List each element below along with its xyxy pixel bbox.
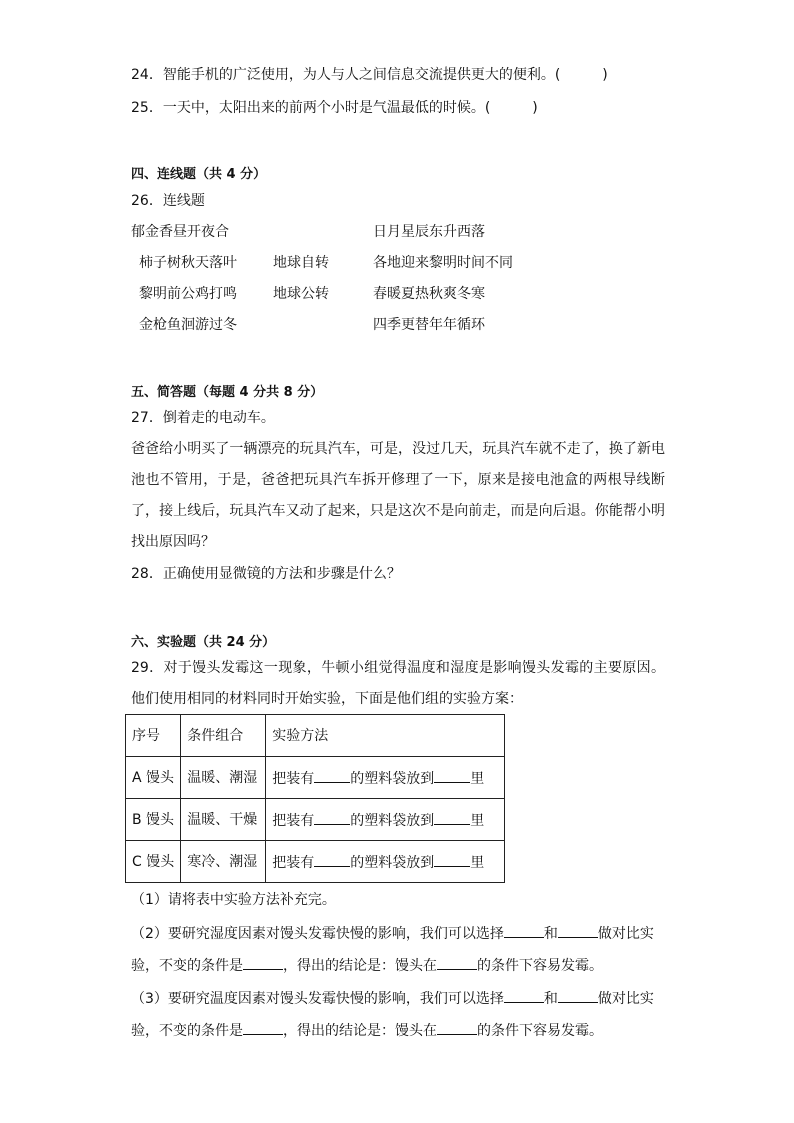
sub-question-3-line-1: （3）要研究温度因素对馒头发霉快慢的影响，我们可以选择 和 做对比实	[131, 991, 654, 1007]
question-24: 24．智能手机的广泛使用，为人与人之间信息交流提供更大的便利。( )	[131, 67, 608, 83]
fill-blank[interactable]	[243, 957, 283, 970]
fill-blank[interactable]	[504, 925, 544, 938]
table-cell-method: 把装有 的塑料袋放到 里	[266, 841, 505, 883]
fill-blank[interactable]	[558, 990, 598, 1003]
table-row	[126, 799, 505, 841]
match-right-1: 日月星辰东升西落	[373, 224, 485, 240]
fill-blank[interactable]	[558, 925, 598, 938]
question-26: 26．连线题	[131, 193, 205, 209]
table-header-cell: 条件组合	[181, 715, 266, 757]
fill-blank[interactable]	[314, 812, 350, 825]
match-left-1: 郁金香昼开夜合	[131, 224, 229, 240]
table-header-cell: 序号	[126, 715, 181, 757]
table-cell-method: 把装有 的塑料袋放到 里	[266, 799, 505, 841]
match-middle-2: 地球公转	[273, 286, 329, 302]
question-28: 28．正确使用显微镜的方法和步骤是什么？	[131, 566, 401, 582]
match-middle-1: 地球自转	[273, 255, 329, 271]
match-right-2: 各地迎来黎明时间不同	[373, 255, 513, 271]
experiment-table	[125, 714, 505, 883]
fill-blank[interactable]	[434, 770, 470, 783]
question-27-body: 爸爸给小明买了一辆漂亮的玩具汽车，可是，没过几天，玩具汽车就不走了，换了新电池也不管用，于是，爸爸把玩具汽车拆开修理了一下，原来是接电池盒的两根导线断了，接上线后，玩具汽车又动了起来，只是这次不是向前走，而是向后退。你能帮小明找出原因吗？	[131, 441, 665, 550]
table-cell-condition: 寒冷、潮湿	[181, 841, 266, 883]
section-6-title: 六、实验题（共 24 分）	[131, 635, 276, 650]
match-left-2: 柿子树秋天落叶	[139, 255, 237, 271]
fill-blank[interactable]	[437, 1022, 477, 1035]
fill-blank[interactable]	[243, 1022, 283, 1035]
section-4-title: 四、连线题（共 4 分）	[131, 167, 267, 182]
fill-blank[interactable]	[504, 990, 544, 1003]
sub-question-2-line-2: 验，不变的条件是 ，得出的结论是：馒头在 的条件下容易发霉。	[131, 958, 603, 974]
question-25: 25．一天中，太阳出来的前两个小时是气温最低的时候。( )	[131, 100, 538, 116]
table-cell-method: 把装有 的塑料袋放到 里	[266, 757, 505, 799]
sub-question-3-line-2: 验，不变的条件是 ，得出的结论是：馒头在 的条件下容易发霉。	[131, 1023, 603, 1039]
table-cell-id: A 馒头	[126, 757, 181, 799]
section-5-title: 五、简答题（每题 4 分共 8 分）	[131, 385, 324, 400]
table-header-cell: 实验方法	[266, 715, 505, 757]
table-cell-id: C 馒头	[126, 841, 181, 883]
table-cell-condition: 温暖、潮湿	[181, 757, 266, 799]
fill-blank[interactable]	[314, 770, 350, 783]
table-cell-id: B 馒头	[126, 799, 181, 841]
match-right-4: 四季更替年年循环	[373, 317, 485, 333]
match-right-3: 春暖夏热秋爽冬寒	[373, 286, 485, 302]
table-cell-condition: 温暖、干燥	[181, 799, 266, 841]
question-27-title: 27．倒着走的电动车。	[131, 410, 275, 426]
table-row	[126, 757, 505, 799]
question-29-intro: 29．对于馒头发霉这一现象，牛顿小组觉得温度和湿度是影响馒头发霉的主要原因。他们使用相同的材料同时开始实验，下面是他们组的实验方案：	[131, 660, 665, 707]
table-row	[126, 841, 505, 883]
fill-blank[interactable]	[434, 812, 470, 825]
match-left-4: 金枪鱼洄游过冬	[139, 317, 237, 333]
fill-blank[interactable]	[437, 957, 477, 970]
sub-question-2-line-1: （2）要研究湿度因素对馒头发霉快慢的影响，我们可以选择 和 做对比实	[131, 926, 654, 942]
fill-blank[interactable]	[434, 854, 470, 867]
fill-blank[interactable]	[314, 854, 350, 867]
sub-question-1: （1）请将表中实验方法补充完。	[131, 892, 336, 908]
match-left-3: 黎明前公鸡打鸣	[139, 286, 237, 302]
table-header-row	[126, 715, 505, 757]
